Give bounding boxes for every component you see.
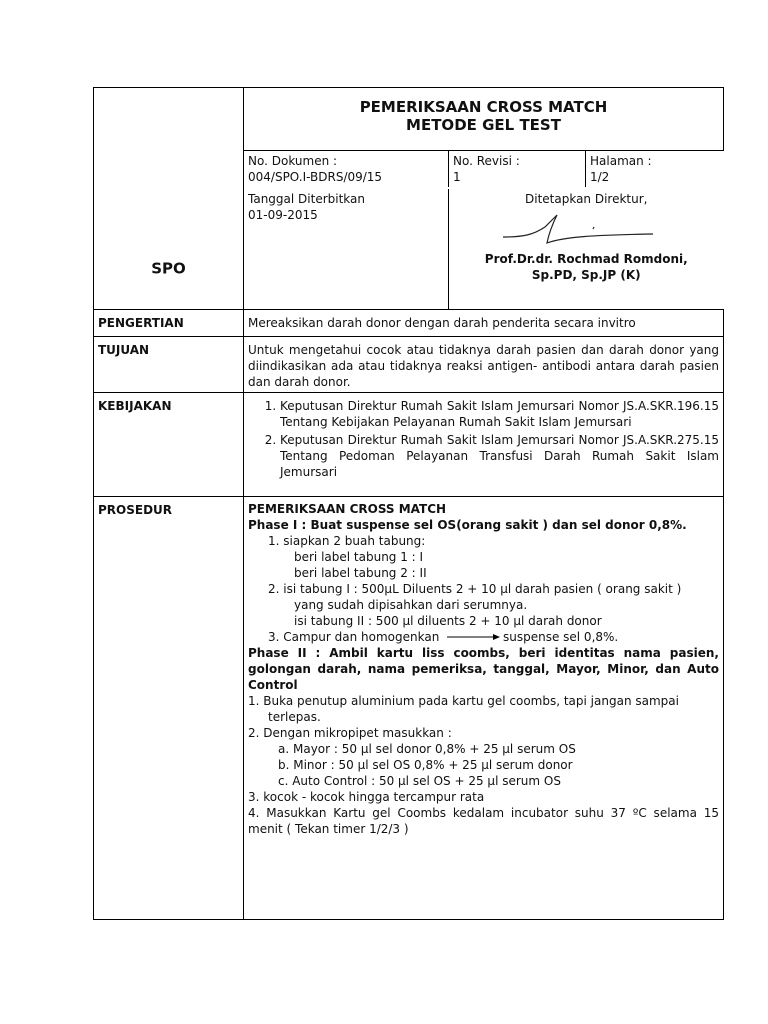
phase-2-step-2: 2. Dengan mikropipet masukkan : <box>248 725 452 740</box>
tujuan-label: TUJUAN <box>94 336 244 392</box>
tujuan-text: Untuk mengetahui cocok atau tidaknya darah pasien dan darah donor yang diindikasikan ada atau tidaknya reaksi antigen- antibodi antara darah pasien dan darah donor. <box>244 336 724 392</box>
document-title <box>244 88 724 151</box>
issue-approval-row <box>244 189 724 310</box>
doc-number-value: 004/SPO.I-BDRS/09/15 <box>248 170 383 184</box>
title-line-2: METODE GEL TEST <box>406 116 561 134</box>
pengertian-label: PENGERTIAN <box>94 309 244 336</box>
phase-1-step-1a: beri label tabung 1 : I <box>294 549 424 564</box>
phase-2-heading: Phase II : Ambil kartu liss coombs, beri identitas nama pasien, golongan darah, nama pemeriksa, tanggal, Mayor, Minor, dan Auto Control <box>248 645 719 692</box>
kebijakan-content <box>244 392 724 496</box>
spo-label-cell <box>94 88 244 310</box>
kebijakan-list <box>248 398 719 480</box>
page-label: Halaman : <box>590 154 652 168</box>
phase-1-step-1: 1. siapkan 2 buah tabung: <box>268 533 426 548</box>
signature-area <box>453 207 720 251</box>
spo-table <box>93 87 724 920</box>
phase-1-heading: Phase I : Buat suspense sel OS(orang sakit ) dan sel donor 0,8%. <box>248 517 687 532</box>
approval-label: Ditetapkan Direktur, <box>525 191 648 206</box>
issued-date-value: 01-09-2015 <box>248 207 318 222</box>
phase-1-step-3-result: suspense sel 0,8%. <box>502 629 619 644</box>
revision-label: No. Revisi : <box>453 154 520 168</box>
phase-1-step-2a: yang sudah dipisahkan dari serumnya. <box>294 597 528 612</box>
director-signature <box>453 207 713 251</box>
kebijakan-item-2: 2. Keputusan Direktur Rumah Sakit Islam Jemursari Nomor JS.A.SKR.275.15 Tentang Pedoman Pelayanan Transfusi Darah Rumah Sakit Islam Jemursari <box>280 432 719 480</box>
prosedur-title: PEMERIKSAAN CROSS MATCH <box>248 501 447 516</box>
phase-2-step-2b: b. Minor : 50 µl sel OS 0,8% + 25 µl serum donor <box>278 757 573 772</box>
prosedur-label: PROSEDUR <box>94 496 244 919</box>
kebijakan-item-1: 1. Keputusan Direktur Rumah Sakit Islam Jemursari Nomor JS.A.SKR.196.15 Tentang Kebijakan Pelayanan Rumah Sakit Islam Jemursari <box>280 398 719 430</box>
phase-1-step-1b: beri label tabung 2 : II <box>294 565 427 580</box>
issued-date-label: Tanggal Diterbitkan <box>248 191 365 206</box>
doc-number-cell <box>244 151 449 187</box>
phase-2-step-4: 4. Masukkan Kartu gel Coombs kedalam incubator suhu 37 ºC selama 15 menit ( Tekan timer 1/2/3 ) <box>248 805 719 836</box>
phase-2-step-2c: c. Auto Control : 50 µl sel OS + 25 µl serum OS <box>278 773 561 788</box>
approval-cell <box>449 189 724 309</box>
title-line-1: PEMERIKSAAN CROSS MATCH <box>359 98 608 116</box>
kebijakan-label: KEBIJAKAN <box>94 392 244 496</box>
signer-name-line-2: Sp.PD, Sp.JP (K) <box>531 267 641 282</box>
arrow-right-icon <box>447 632 501 642</box>
phase-2-step-2a: a. Mayor : 50 µl sel donor 0,8% + 25 µl serum OS <box>278 741 576 756</box>
spo-label: SPO <box>151 259 186 278</box>
phase-2-step-1: 1. Buka penutup aluminium pada kartu gel coombs, tapi jangan sampai <box>248 693 679 708</box>
doc-meta-row <box>244 151 724 189</box>
prosedur-content <box>244 496 724 919</box>
page-cell <box>586 151 724 187</box>
signer-name-line-1: Prof.Dr.dr. Rochmad Romdoni, <box>484 251 688 266</box>
revision-cell <box>449 151 586 187</box>
phase-1-step-3 <box>248 629 719 645</box>
phase-1-step-2: 2. isi tabung I : 500µL Diluents 2 + 10 µl darah pasien ( orang sakit ) <box>268 581 682 596</box>
doc-number-label: No. Dokumen : <box>248 154 338 168</box>
issued-date-cell <box>244 189 449 309</box>
phase-2-step-1a: terlepas. <box>268 709 321 724</box>
revision-value: 1 <box>453 170 461 184</box>
phase-1-step-2b: isi tabung II : 500 µl diluents 2 + 10 µl darah donor <box>294 613 602 628</box>
phase-2-step-3: 3. kocok - kocok hingga tercampur rata <box>248 789 485 804</box>
page-value: 1/2 <box>590 170 610 184</box>
spo-document <box>93 87 724 920</box>
pengertian-text: Mereaksikan darah donor dengan darah penderita secara invitro <box>244 309 724 336</box>
phase-1-step-3-text: 3. Campur dan homogenkan <box>268 629 440 644</box>
